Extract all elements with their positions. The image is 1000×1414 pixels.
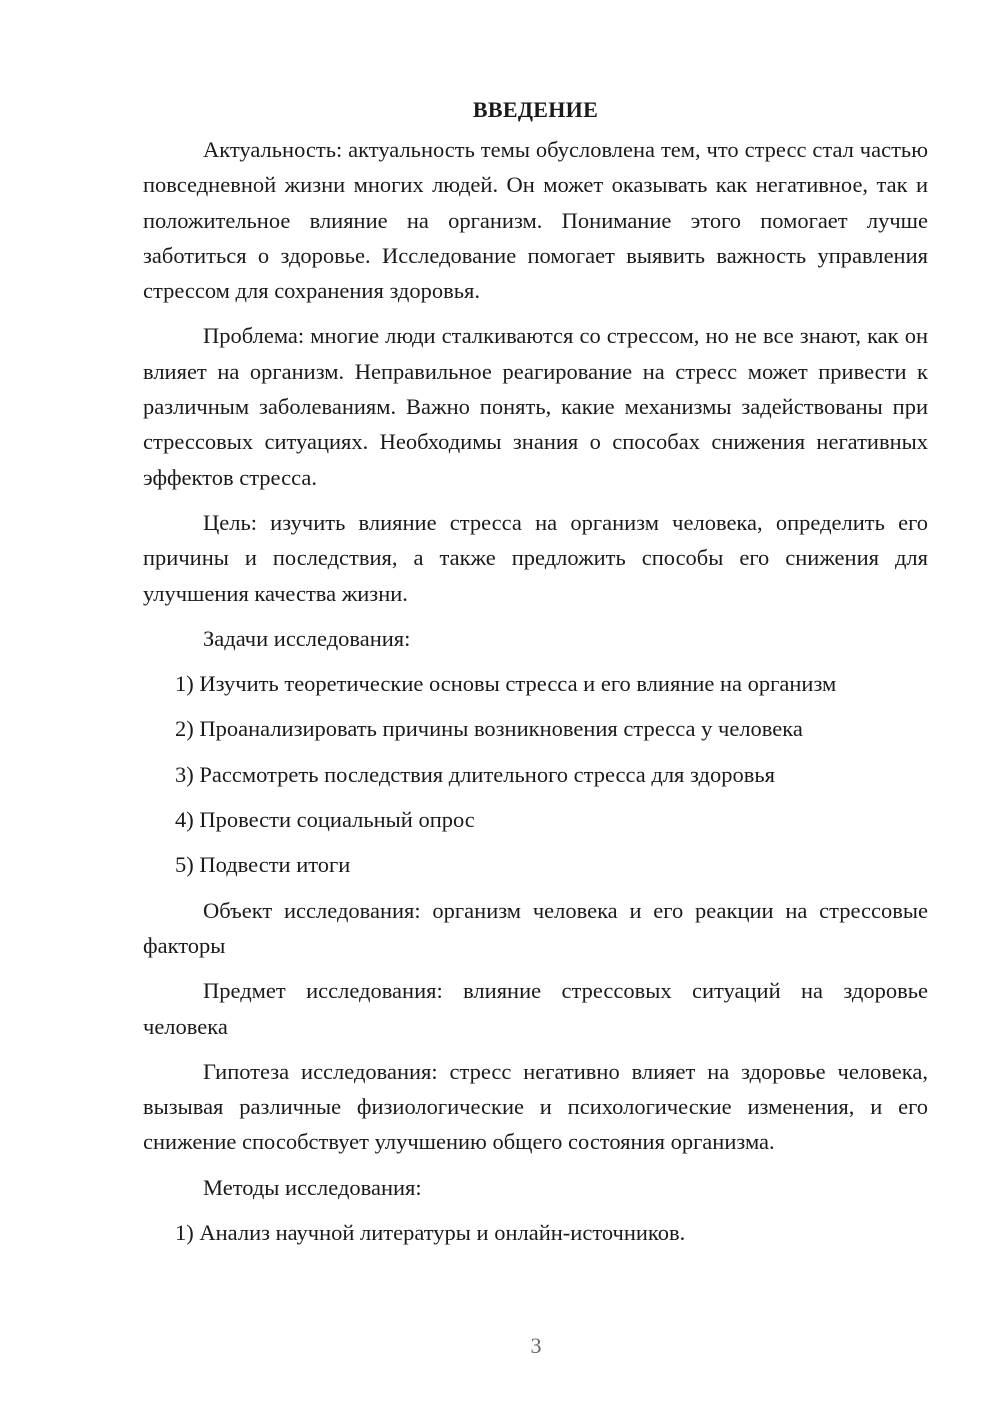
task-item: 2) Проанализировать причины возникновения стресса у человека <box>175 716 803 742</box>
relevance-paragraph: Актуальность: актуальность темы обусловлена тем, что стресс стал частью повседневной жизни многих людей. Он может оказывать как негативное, так и положительное влияние на организм. Понимание этого помогает лучше заботиться о здоровье. Исследование помогает выявить важность управления стрессом для сохранения здоровья. <box>143 137 928 304</box>
document-page <box>143 94 928 1260</box>
task-item: 4) Провести социальный опрос <box>175 807 475 833</box>
goal-paragraph: Цель: изучить влияние стресса на организм человека, определить его причины и последствия, а также предложить способы его снижения для улучшения качества жизни. <box>143 509 928 606</box>
task-item: 5) Подвести итоги <box>175 852 351 878</box>
method-item: 1) Анализ научной литературы и онлайн-источников. <box>175 1220 686 1246</box>
section-title: ВВЕДЕНИЕ <box>472 97 599 122</box>
subject-paragraph: Предмет исследования: влияние стрессовых ситуаций на здоровье человека <box>143 978 928 1039</box>
tasks-heading: Задачи исследования: <box>203 625 411 651</box>
task-item: 1) Изучить теоретические основы стресса и его влияние на организм <box>175 671 837 697</box>
hypothesis-paragraph: Гипотеза исследования: стресс негативно влияет на здоровье человека, вызывая различные физиологические и психологические изменения, и его снижение способствует улучшению общего состояния организма. <box>143 1058 928 1155</box>
task-item: 3) Рассмотреть последствия длительного стресса для здоровья <box>175 761 775 787</box>
methods-heading: Методы исследования: <box>203 1174 422 1200</box>
page-number: 3 <box>530 1333 542 1358</box>
object-paragraph: Объект исследования: организм человека и его реакции на стрессовые факторы <box>143 897 928 958</box>
problem-paragraph: Проблема: многие люди сталкиваются со стрессом, но не все знают, как он влияет на организм. Неправильное реагирование на стресс может привести к различным заболеваниям. Важно понять, какие механизмы задействованы при стрессовых ситуациях. Необходимы знания о способах снижения негативных эффектов стресса. <box>143 323 928 490</box>
